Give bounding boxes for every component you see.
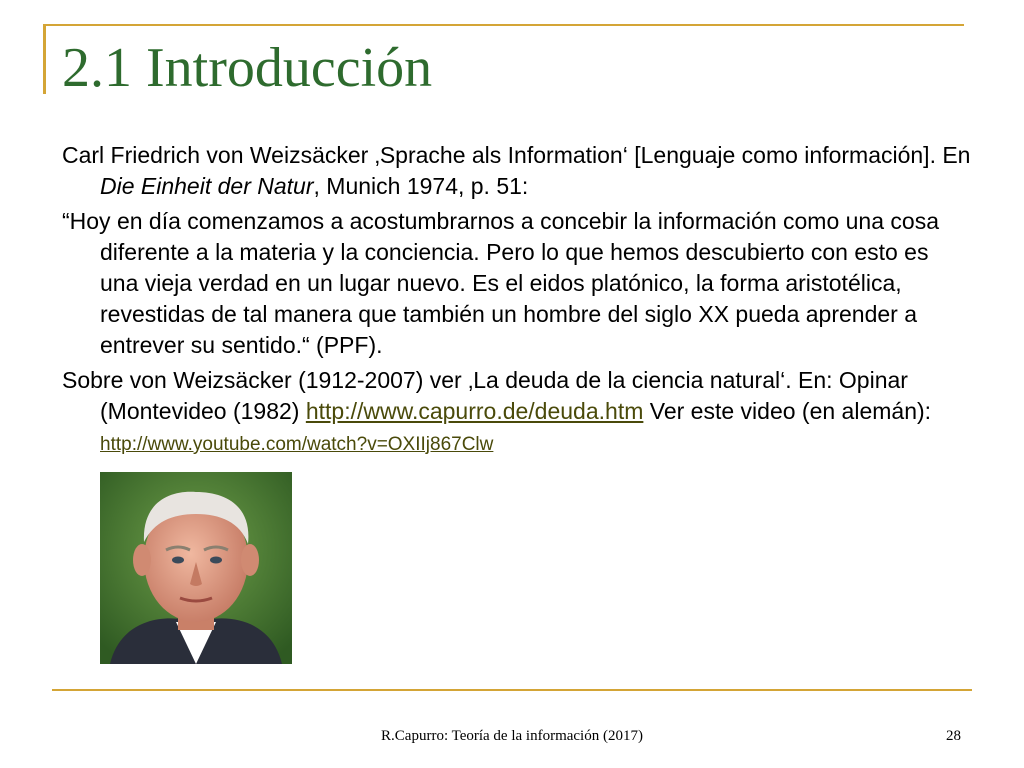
paragraph-citation (62, 140, 972, 202)
slide-content (62, 140, 972, 464)
slide-frame-left-line (43, 24, 46, 94)
reference-middle-text: Ver este video (en alemán): (643, 398, 932, 424)
slide-title: 2.1 Introducción (62, 37, 433, 99)
citation-book-title: Die Einheit der Natur (100, 173, 314, 199)
paragraph-reference (62, 365, 972, 460)
page-number: 28 (946, 728, 961, 744)
portrait-illustration (100, 472, 292, 664)
quote-text: “Hoy en día comenzamos a acostumbrarnos a concebir la información como una cosa diferente a la materia y la conciencia. Pero lo que hemos descubierto con esto es una vieja verdad en un lugar nuevo. Es el eidos platónico, la forma aristotélica, revestidas de tal manera que también un hombre del siglo XX pueda aprender a entrever su sentido.“ (PPF). (62, 208, 939, 358)
reference-text: Sobre von Weizsäcker (1912-2007) ver ‚La deuda de la ciencia natural‘. En: Opinar (Montevideo (1982) (62, 367, 908, 424)
slide-frame-top-line (44, 24, 964, 26)
citation-tail: , Munich 1974, p. 51: (313, 173, 529, 199)
youtube-video-link[interactable]: http://www.youtube.com/watch?v=OXIIj867Clw (100, 434, 494, 455)
citation-text: Carl Friedrich von Weizsäcker ‚Sprache als Information‘ [Lenguaje como información]. En (62, 142, 971, 168)
deuda-link[interactable]: http://www.capurro.de/deuda.htm (305, 398, 644, 424)
portrait-photo (100, 472, 292, 664)
slide-frame-bottom-line (52, 689, 972, 691)
paragraph-quote (62, 206, 972, 361)
slide-footer: R.Capurro: Teoría de la información (2017) (381, 728, 643, 744)
